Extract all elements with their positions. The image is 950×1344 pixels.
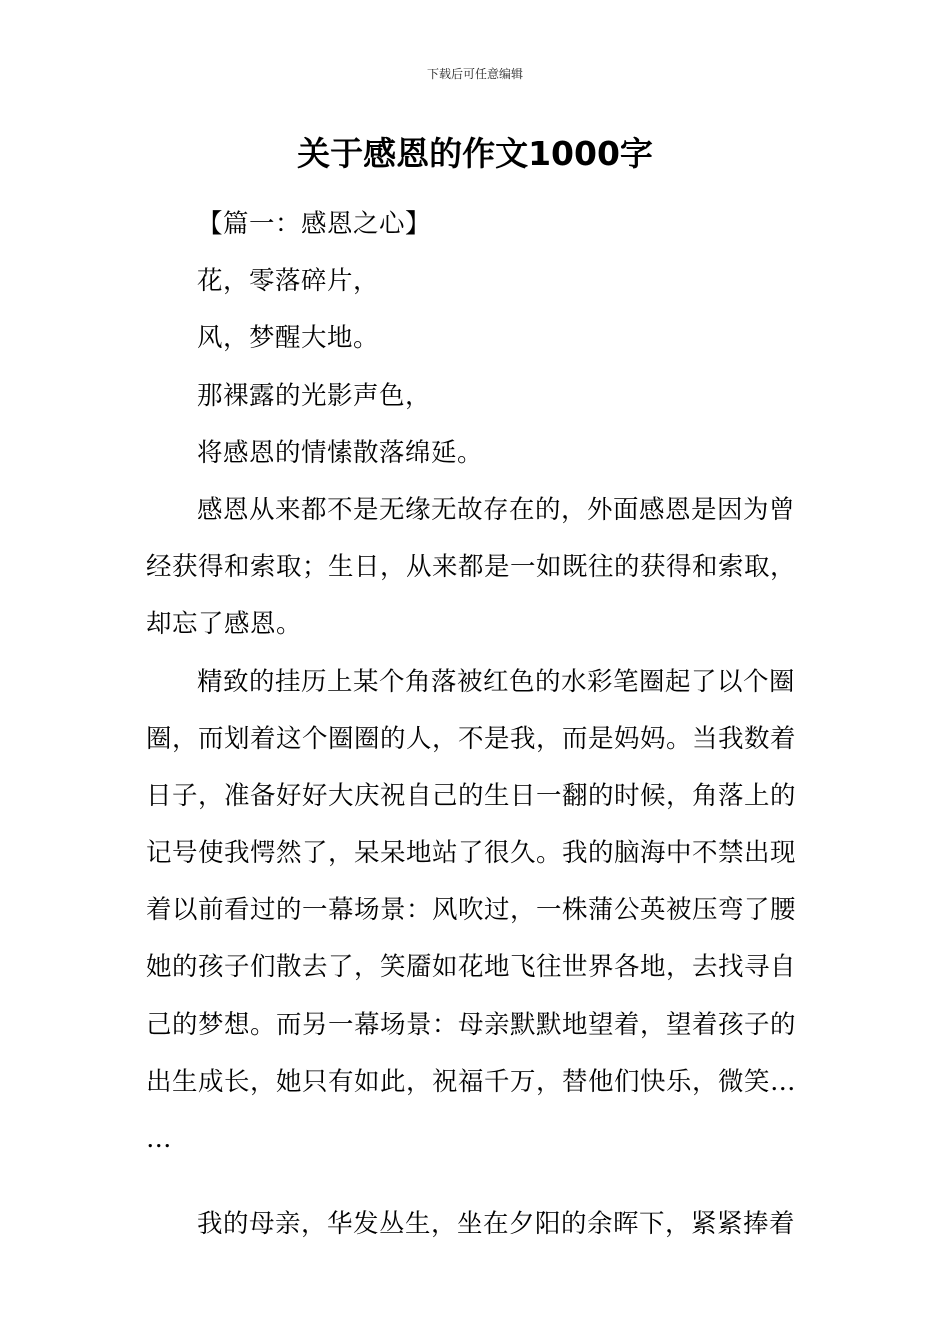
paragraph-line: 感恩从来都不是无缘无故存在的，外面感恩是因为曾 — [197, 494, 796, 525]
poem-line: 风，梦醒大地。 — [197, 323, 380, 354]
paragraph-line: 精致的挂历上某个角落被红色的水彩笔圈起了以个圈 — [197, 666, 796, 697]
poem-line: 将感恩的情愫散落绵延。 — [197, 437, 484, 468]
paragraph-line: … — [146, 1124, 172, 1154]
paragraph-1 — [146, 482, 808, 654]
document-title: 关于感恩的作文1000字 — [297, 134, 653, 173]
paragraph-line: 圈，而划着这个圈圈的人，不是我，而是妈妈。当我数着 — [146, 723, 797, 754]
paragraph-gap — [146, 1168, 808, 1196]
paragraph-line: 记号使我愕然了，呆呆地站了很久。我的脑海中不禁出现 — [146, 838, 797, 869]
document-body — [146, 196, 808, 1253]
section-heading: 【篇一：感恩之心】 — [197, 209, 432, 239]
poem-line: 那裸露的光影声色， — [197, 380, 432, 411]
paragraph-line: 她的孩子们散去了，笑靥如花地飞往世界各地，去找寻自 — [146, 952, 797, 983]
paragraph-2 — [146, 654, 808, 1169]
paragraph-line: 经获得和索取；生日，从来都是一如既往的获得和索取， — [146, 552, 797, 583]
poem — [146, 253, 808, 482]
paragraph-line: 日子，准备好好大庆祝自己的生日一翻的时候，角落上的 — [146, 780, 797, 811]
paragraph-line: 己的梦想。而另一幕场景：母亲默默地望着，望着孩子的 — [146, 1009, 797, 1040]
poem-line: 花，零落碎片， — [197, 266, 380, 297]
header-note: 下载后可任意编辑 — [426, 67, 523, 81]
paragraph-3 — [146, 1196, 808, 1253]
paragraph-line: 却忘了感恩。 — [146, 609, 303, 640]
paragraph-line: 出生成长，她只有如此，祝福千万，替他们快乐，微笑… — [146, 1066, 797, 1097]
paragraph-line: 着以前看过的一幕场景：风吹过，一株蒲公英被压弯了腰 — [146, 895, 797, 926]
paragraph-line: 我的母亲，华发丛生，坐在夕阳的余晖下，紧紧捧着 — [197, 1209, 796, 1240]
